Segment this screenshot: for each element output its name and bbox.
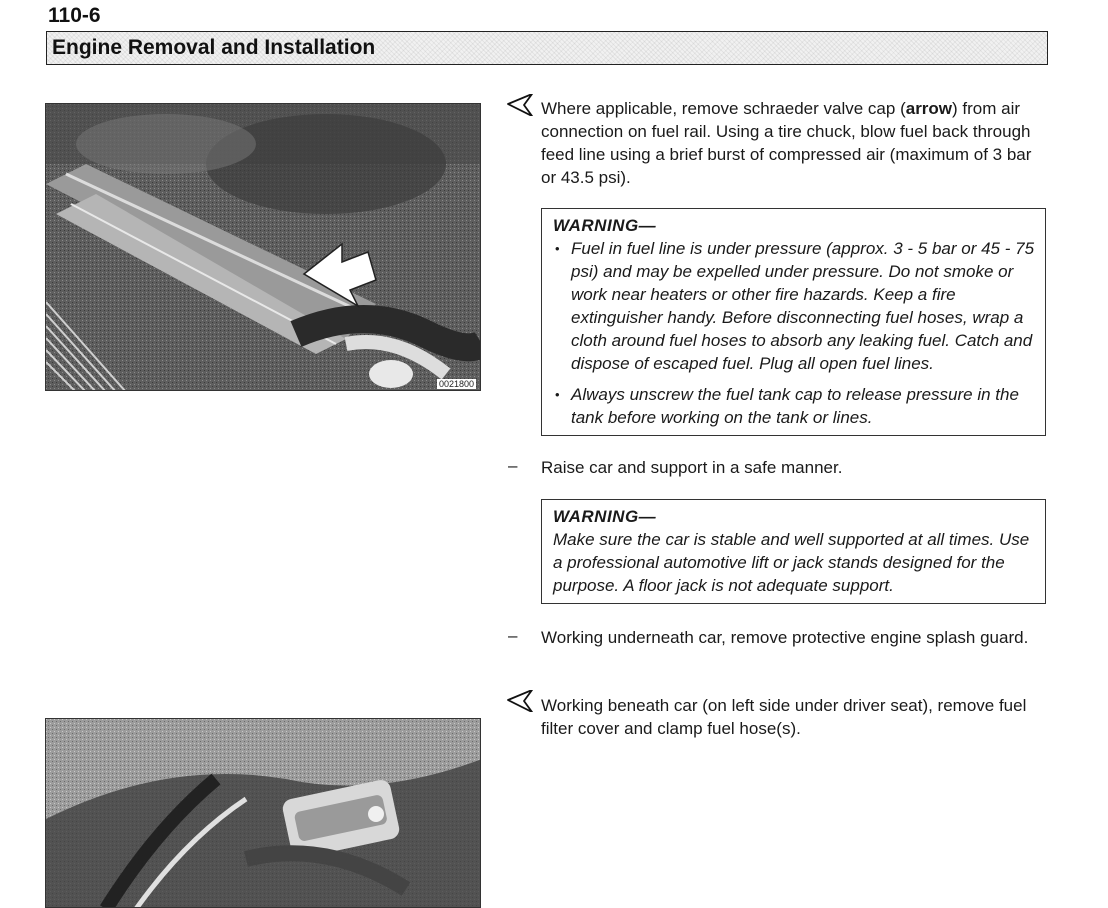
fuel-rail-illustration (46, 104, 481, 391)
dash-marker: – (508, 626, 518, 645)
arrow-left-icon (506, 94, 536, 116)
bullet-icon: • (555, 241, 560, 256)
dash-marker: – (508, 456, 518, 475)
warning-box-support (541, 499, 1046, 604)
bullet-icon: • (555, 387, 560, 402)
step-4-text: Working beneath car (on left side under driver seat), remove fuel filter cover and clamp fuel hose(s). (541, 696, 1027, 738)
page-number: 110-6 (48, 4, 101, 27)
step-1 (506, 94, 1046, 194)
step-2 (506, 456, 1046, 482)
section-title: Engine Removal and Installation (52, 36, 376, 59)
step-3 (506, 626, 1046, 676)
step-3-text: Working underneath car, remove protective engine splash guard. (541, 628, 1029, 647)
arrow-left-icon (506, 690, 536, 712)
warning-box-fuel-pressure (541, 208, 1046, 436)
fuel-filter-illustration (46, 719, 481, 908)
step-4 (506, 690, 1046, 740)
warning-title: WARNING— (553, 507, 657, 526)
fuel-filter-photo (45, 718, 481, 908)
step-1-text: Where applicable, remove schraeder valve cap (arrow) from air connection on fuel rail. Using a tire chuck, blow fuel back through feed line using a brief burst of compressed air (maximum of 3 bar or 43.5 psi). (541, 99, 1032, 187)
engine-fuel-rail-photo (45, 103, 481, 391)
warning-item: • Always unscrew the fuel tank cap to release pressure in the tank before working on the tank or lines. (555, 385, 1019, 427)
step-2-text: Raise car and support in a safe manner. (541, 458, 843, 477)
section-header (46, 31, 1048, 65)
warning-text: Make sure the car is stable and well supported at all times. Use a professional automotive lift or jack stands designed for the purpose. A floor jack is not adequate support. (553, 530, 1030, 595)
warning-title: WARNING— (553, 216, 657, 235)
warning-item: • Fuel in fuel line is under pressure (approx. 3 - 5 bar or 45 - 75 psi) and may be expelled under pressure. Do not smoke or work near heaters or other fire hazards. Keep a fire extinguisher handy. Before disconnecting fuel hoses, wrap a cloth around fuel hoses to absorb any leaking fuel. Catch and dispose of escaped fuel. Plug all open fuel lines. (555, 239, 1035, 373)
figure-id-label: 0021800 (438, 379, 474, 389)
